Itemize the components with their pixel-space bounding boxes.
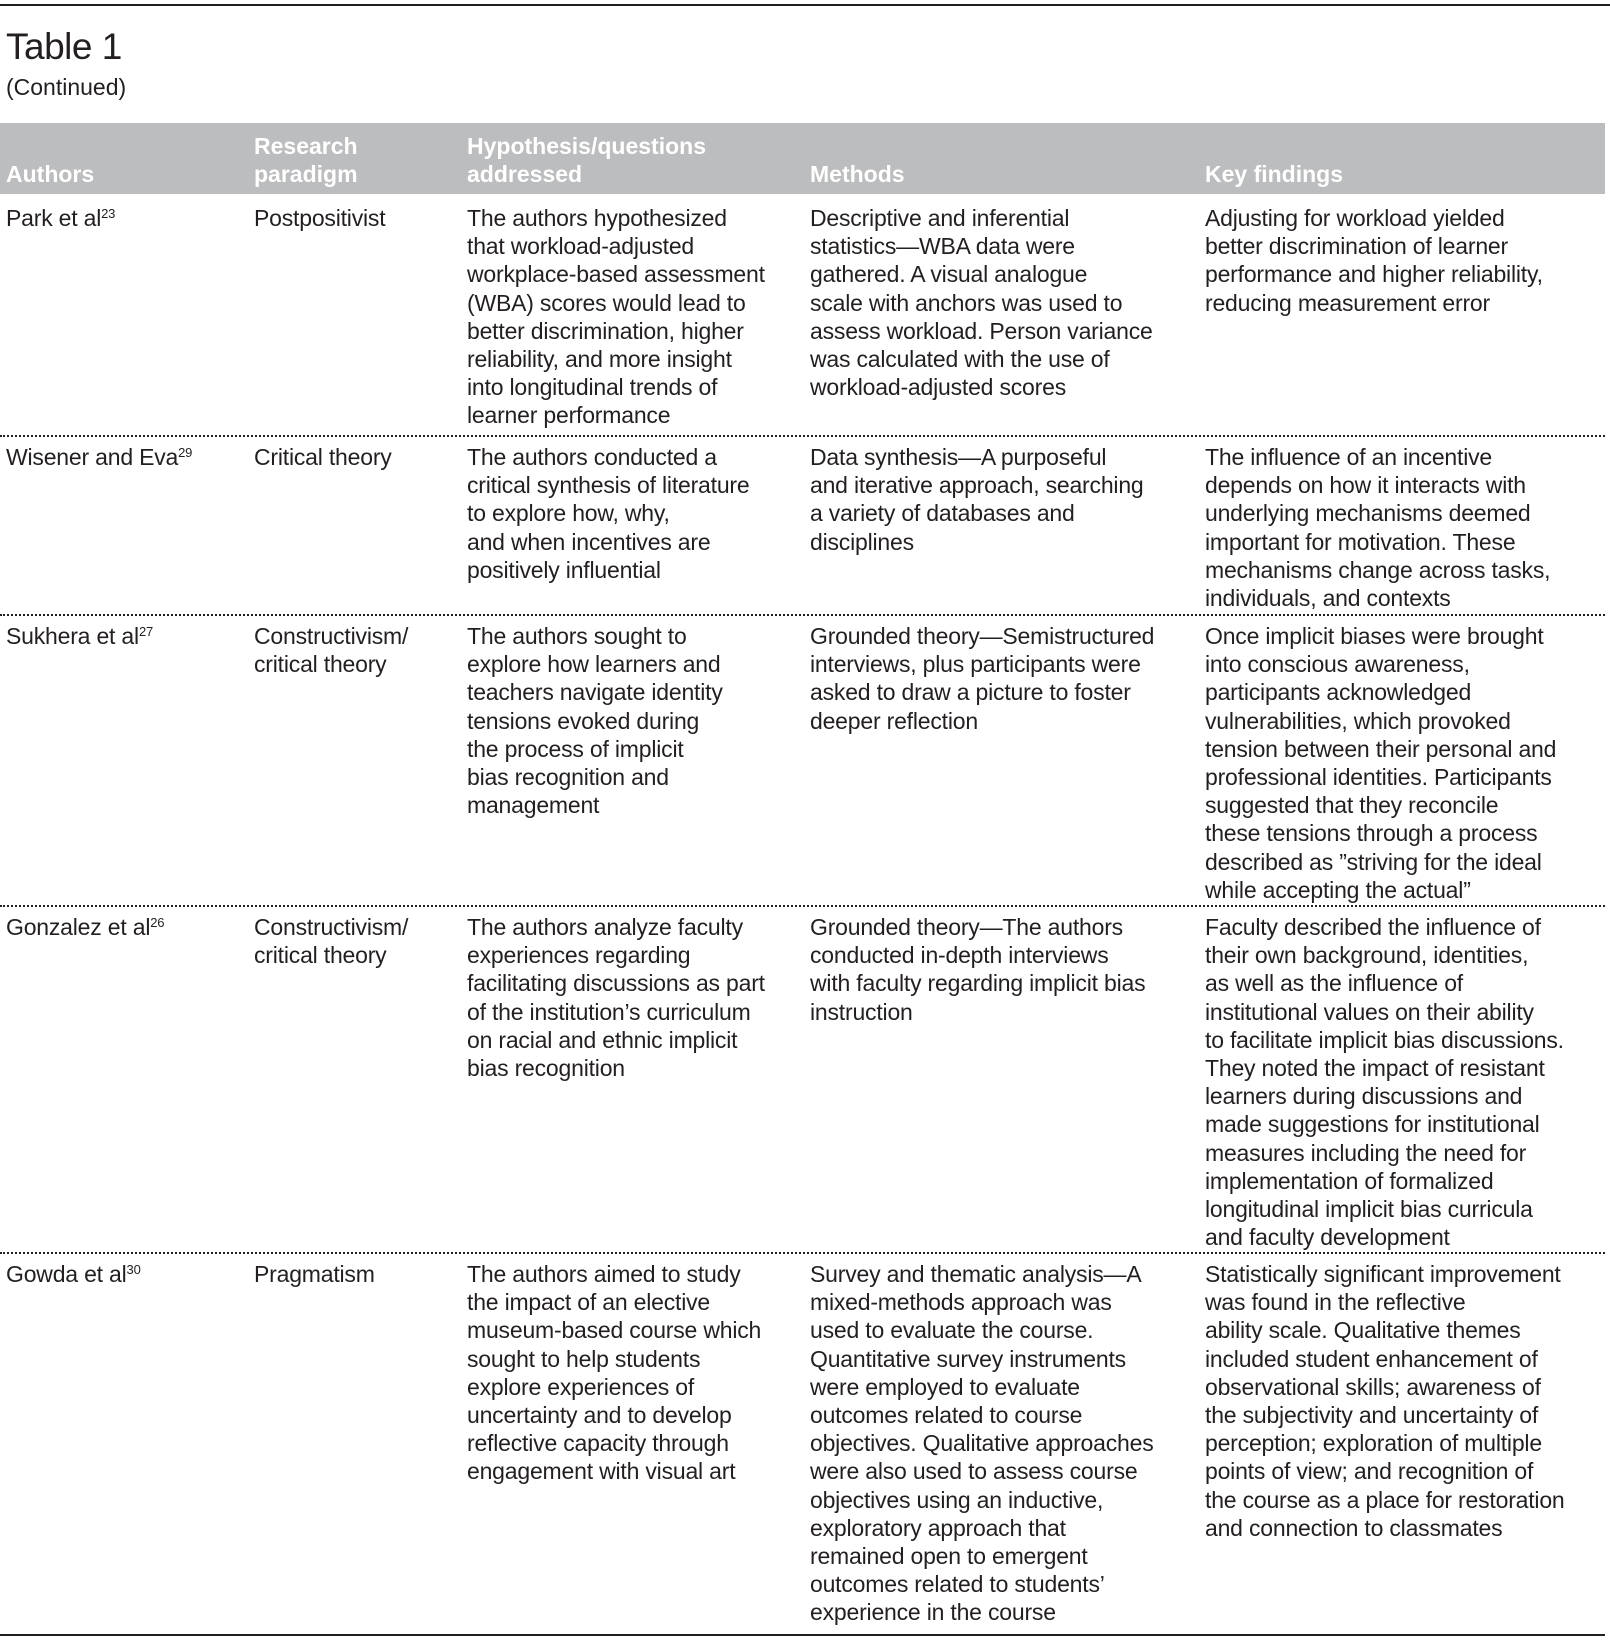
author-cell (6, 1260, 141, 1288)
table-row (0, 198, 1605, 435)
top-rule (0, 4, 1610, 6)
hypothesis-cell: The authors analyze faculty experiences regarding facilitating discussions as part of the institution’s curriculum on racial and ethnic implicit bias recognition (467, 914, 765, 1082)
findings-cell: Faculty described the influence of their own background, identities, as well as the influence of institutional values on their ability to facilitate implicit bias discussions. They noted the impact of resistant learners during discussions and made suggestions for institutional measures including the need for implementation of formalized longitudinal implicit bias curricula and faculty development (1205, 914, 1564, 1251)
table-title: Table 1 (6, 26, 122, 67)
reference-number: 29 (178, 445, 193, 460)
table-subtitle: (Continued) (6, 74, 127, 100)
table-row (0, 905, 1605, 1254)
header-hypothesis: Hypothesis/questions addressed (467, 133, 706, 187)
hypothesis-cell: The authors sought to explore how learners and teachers navigate identity tensions evoked during the process of implicit bias recognition and management (467, 623, 723, 819)
reference-number: 27 (138, 624, 153, 639)
methods-cell: Grounded theory—Semistructured interviews, plus participants were asked to draw a picture to foster deeper reflection (810, 623, 1155, 734)
header-methods: Methods (810, 161, 905, 187)
paradigm-cell: Constructivism/ critical theory (254, 914, 409, 969)
author-cell (6, 913, 164, 941)
methods-cell: Data synthesis—A purposeful and iterative approach, searching a variety of databases and disciplines (810, 444, 1144, 555)
author-cell (6, 204, 115, 232)
author-name: Gowda et al (6, 1261, 127, 1287)
reference-number: 26 (150, 915, 165, 930)
reference-number: 30 (126, 1262, 141, 1277)
paradigm-cell: Postpositivist (254, 205, 386, 231)
methods-cell: Grounded theory—The authors conducted in-depth interviews with faculty regarding implicit bias instruction (810, 914, 1146, 1025)
header-key-findings: Key findings (1205, 161, 1344, 187)
hypothesis-cell: The authors aimed to study the impact of an elective museum-based course which sought to help students explore experiences of uncertainty and to develop reflective capacity through engagement with visual art (467, 1261, 762, 1485)
hypothesis-cell: The authors hypothesized that workload-adjusted workplace-based assessment (WBA) scores would lead to better discrimination, higher reliability, and more insight into longitudinal trends of learner performance (467, 205, 765, 429)
reference-number: 23 (101, 206, 116, 221)
findings-cell: Statistically significant improvement was found in the reflective ability scale. Qualitative themes included student enhancement of observational skills; awareness of the subjectivity and uncertainty of perception; exploration of multiple points of view; and recognition of the course as a place for restoration and connection to classmates (1205, 1261, 1565, 1541)
hypothesis-cell: The authors conducted a critical synthesis of literature to explore how, why, and when incentives are positively influential (467, 444, 750, 583)
findings-cell: Once implicit biases were brought into conscious awareness, participants acknowledged vulnerabilities, which provoked tension between their personal and professional identities. Participants suggested that they reconcile these tensions through a process described as ”striving for the ideal while accepting the actual” (1205, 623, 1557, 903)
author-cell (6, 443, 192, 471)
methods-cell: Survey and thematic analysis—A mixed-methods approach was used to evaluate the course. Quantitative survey instruments were employed to evaluate outcomes related to course objectives. Qualitative approaches were also used to assess course objectives using an inductive, exploratory approach that remained open to emergent outcomes related to students’ experience in the course (810, 1261, 1154, 1626)
paradigm-cell: Pragmatism (254, 1261, 375, 1287)
header-authors: Authors (6, 161, 95, 187)
header-research-paradigm: Research paradigm (254, 133, 358, 187)
paradigm-cell: Constructivism/ critical theory (254, 623, 409, 678)
findings-cell: The influence of an incentive depends on how it interacts with underlying mechanisms deemed important for motivation. These mechanisms change across tasks, individuals, and contexts (1205, 444, 1551, 612)
author-name: Wisener and Eva (6, 444, 179, 470)
paradigm-cell: Critical theory (254, 444, 392, 470)
table-row (0, 435, 1605, 616)
table-header (0, 123, 1605, 194)
methods-cell: Descriptive and inferential statistics—WBA data were gathered. A visual analogue scale with anchors was used to assess workload. Person variance was calculated with the use of workload-adjusted scores (810, 205, 1153, 401)
author-name: Sukhera et al (6, 623, 139, 649)
author-cell (6, 622, 153, 650)
findings-cell: Adjusting for workload yielded better discrimination of learner performance and higher reliability, reducing measurement error (1205, 205, 1543, 316)
author-name: Park et al (6, 205, 102, 231)
author-name: Gonzalez et al (6, 914, 151, 940)
table-row (0, 614, 1605, 907)
table-row (0, 1252, 1605, 1636)
bottom-rule (0, 1634, 1605, 1636)
